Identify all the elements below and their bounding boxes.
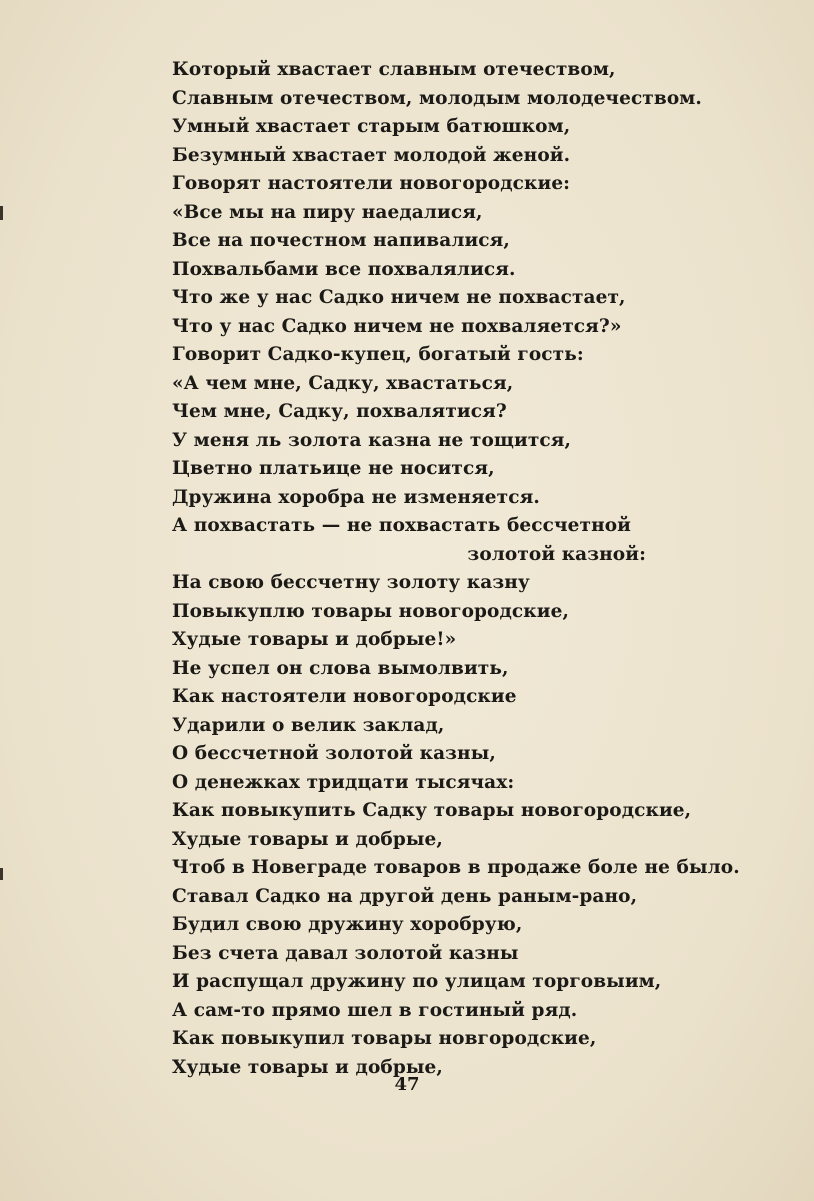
poem-line: Дружина хоробра не изменяется. (172, 486, 540, 508)
poem-line: Безумный хвастает молодой женой. (172, 144, 571, 166)
poem-line: Что же у нас Садко ничем не похвастает, (172, 287, 626, 308)
poem-line: Похвальбами все похвалялися. (172, 258, 516, 280)
poem-line: Будил свою дружину хоробрую, (172, 914, 523, 935)
poem-line: А сам-то прямо шел в гостиный ряд. (172, 999, 578, 1021)
poem-line: Как настоятели новогородские (172, 686, 517, 707)
poem-line: О бессчетной золотой казны, (172, 743, 496, 764)
poem-line: У меня ль золота казна не тощится, (172, 429, 572, 451)
poem-line: Цветно платьице не носится, (172, 458, 495, 479)
poem-line: «А чем мне, Садку, хвастаться, (172, 372, 514, 394)
poem-line: Худые товары и добрые, (172, 828, 443, 850)
poem-line: И распущал дружину по улицам торговыим, (172, 971, 662, 992)
poem-line: Не успел он слова вымолвить, (172, 657, 509, 679)
edge-mark (0, 206, 3, 220)
poem-line: Худые товары и добрые!» (172, 629, 457, 650)
poem-line: А похвастать — не похвастать бессчетной (172, 515, 631, 536)
poem-line: Худые товары и добрые, (172, 1056, 443, 1078)
poem-line: Без счета давал золотой казны (172, 942, 519, 964)
poem-line: На свою бессчетну золоту казну (172, 572, 530, 593)
page-number: 47 (394, 1074, 420, 1095)
poem-line: Чтоб в Новеграде товаров в продаже боле не было. (172, 857, 740, 878)
edge-mark (0, 868, 3, 880)
poem-line: Как повыкупил товары новгородские, (172, 1028, 597, 1049)
poem-text (172, 56, 740, 1082)
poem-line: Повыкуплю товары новогородские, (172, 600, 569, 622)
poem-line: О денежках тридцати тысячах: (172, 771, 515, 793)
poem-line-continuation: золотой казной: (467, 543, 646, 565)
poem-line: Ставал Садко на другой день раным-рано, (172, 885, 638, 907)
poem-line: Умный хвастает старым батюшком, (172, 116, 571, 137)
poem-line: Все на почестном напивалися, (172, 230, 510, 251)
poem-line: Чем мне, Садку, похвалятися? (172, 401, 507, 422)
poem-line: «Все мы на пиру наедалися, (172, 201, 483, 223)
poem-line: Говорят настоятели новогородские: (172, 173, 571, 194)
poem-line: Который хвастает славным отечеством, (172, 59, 616, 80)
poem-line: Как повыкупить Садку товары новогородские, (172, 800, 692, 821)
poem-line: Что у нас Садко ничем не похваляется?» (172, 315, 622, 337)
poem-line: Ударили о велик заклад, (172, 714, 445, 736)
poem-line: Славным отечеством, молодым молодечеством. (172, 87, 702, 109)
poem-line: Говорит Садко-купец, богатый гость: (172, 344, 584, 365)
